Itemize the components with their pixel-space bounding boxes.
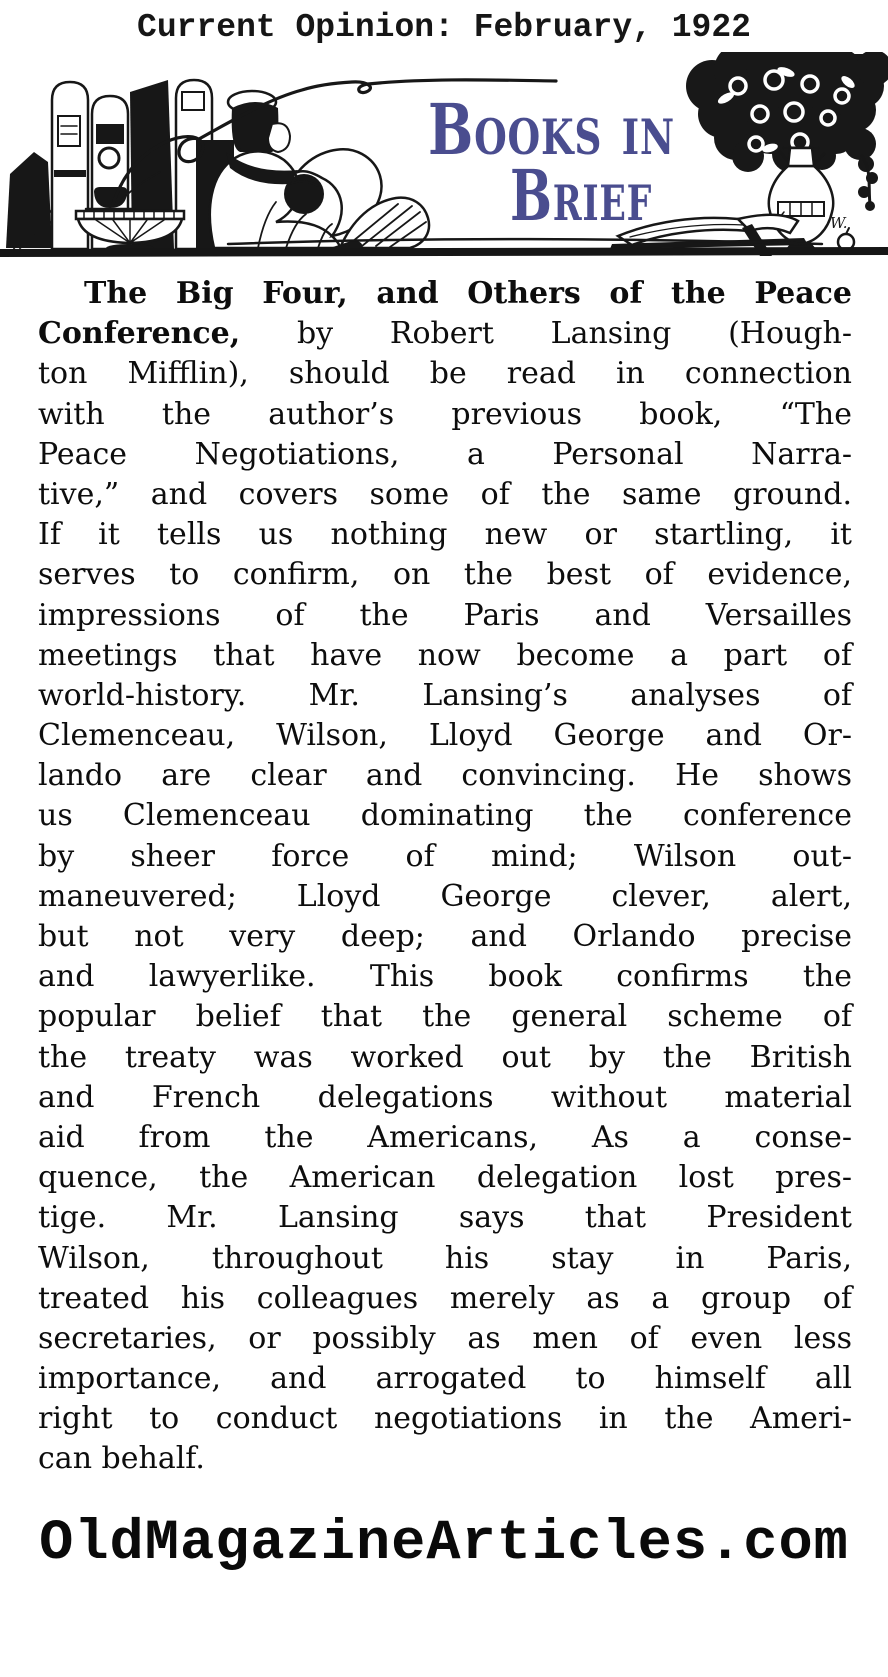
article-line: by sheer force of mind; Wilson out- xyxy=(38,838,852,874)
site-watermark: OldMagazineArticles.com xyxy=(39,1511,849,1576)
article-line: can behalf. xyxy=(38,1441,205,1477)
article-line: The Big Four, and Others of the Peace xyxy=(84,276,852,311)
books-in-brief-banner xyxy=(0,52,888,258)
article-line: and French delegations without material xyxy=(38,1079,852,1115)
article-line: tige. Mr. Lansing says that President xyxy=(38,1200,852,1236)
banner-title-line2: Brief xyxy=(510,154,652,237)
article-line: lando are clear and convincing. He shows xyxy=(38,758,852,794)
artist-signature: W. xyxy=(830,214,848,232)
article-line: right to conduct negotiations in the Ameri- xyxy=(38,1401,852,1437)
banner-title xyxy=(428,88,675,237)
article-line: popular belief that the general scheme of xyxy=(38,999,852,1035)
article-line: meetings that have now become a part of xyxy=(38,637,852,673)
article-line: us Clemenceau dominating the conference xyxy=(38,798,852,834)
article-line: maneuvered; Lloyd George clever, alert, xyxy=(38,878,852,914)
article-line: but not very deep; and Orlando precise xyxy=(38,919,852,954)
masthead-title: Current Opinion: February, 1922 xyxy=(137,9,751,46)
article-line: Clemenceau, Wilson, Lloyd George and Or- xyxy=(38,718,852,754)
article-line: the treaty was worked out by the British xyxy=(38,1039,852,1075)
article-line: Wilson, throughout his stay in Paris, xyxy=(38,1240,852,1276)
article-line: If it tells us nothing new or startling, it xyxy=(38,517,852,553)
article-line: Conference, by Robert Lansing (Hough- xyxy=(38,316,852,352)
article-line: world-history. Mr. Lansing’s analyses of xyxy=(38,677,852,713)
article-line: and lawyerlike. This book confirms the xyxy=(38,959,852,995)
banner-title-line1: Books in xyxy=(428,88,675,171)
article-line: impressions of the Paris and Versailles xyxy=(38,597,852,633)
article-line: tive,” and covers some of the same ground. xyxy=(38,476,852,512)
article-line: treated his colleagues merely as a group of xyxy=(38,1280,852,1316)
article-line: ton Mifflin), should be read in connection xyxy=(38,356,852,392)
article-line: serves to confirm, on the best of evidence, xyxy=(38,557,852,593)
article-line: Peace Negotiations, a Personal Narra- xyxy=(38,436,852,472)
article-line: quence, the American delegation lost pres- xyxy=(38,1160,852,1196)
article-body xyxy=(0,258,888,1480)
article-line: importance, and arrogated to himself all xyxy=(38,1361,852,1397)
article-line: aid from the Americans, As a conse- xyxy=(38,1119,852,1155)
seated-reader-illustration xyxy=(196,91,429,248)
article-line: secretaries, or possibly as men of even less xyxy=(38,1320,852,1356)
article-line: with the author’s previous book, “The xyxy=(38,396,852,432)
